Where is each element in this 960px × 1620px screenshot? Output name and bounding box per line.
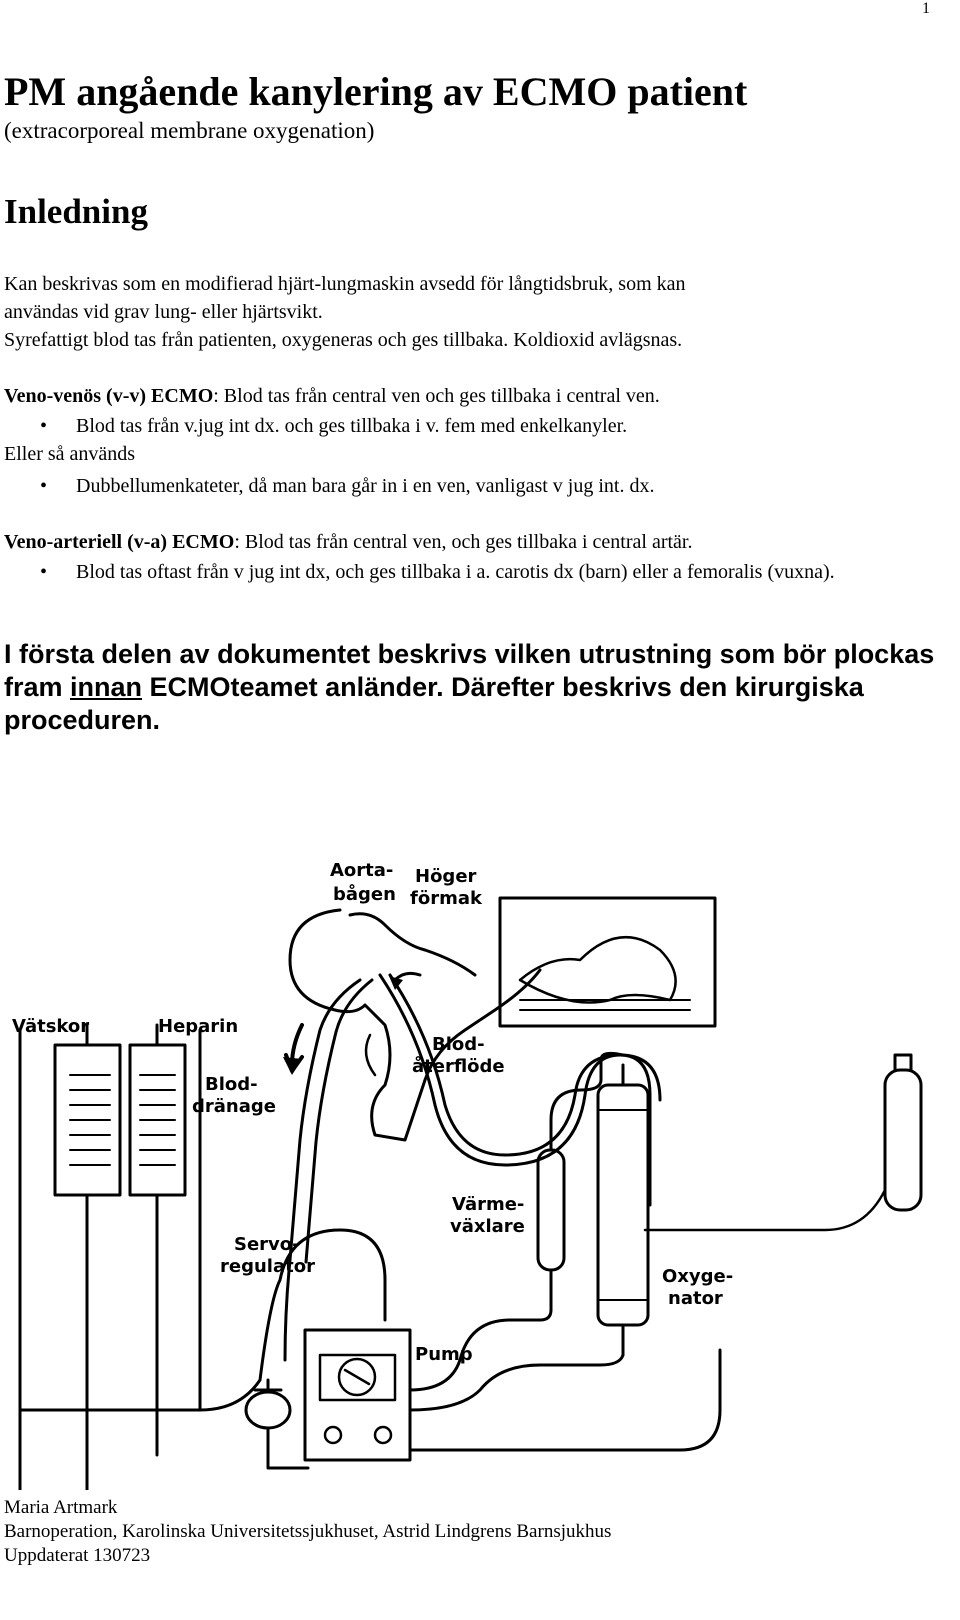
label-heparin: Heparin	[158, 1016, 239, 1037]
va-definition-text: : Blod tas från central ven, och ges tillbaka i central artär.	[234, 531, 693, 553]
inset-frame	[500, 898, 715, 1026]
heat-exchanger	[538, 1150, 564, 1270]
vv-definition	[4, 382, 660, 410]
label-aortabagen-2: bågen	[333, 884, 396, 905]
document-subtitle: (extracorporeal membrane oxygenation)	[4, 118, 375, 143]
label-blodranage-2: dränage	[192, 1096, 276, 1117]
section-heading-inledning: Inledning	[4, 192, 148, 231]
intro-line: användas vid grav lung- eller hjärtsvikt.	[4, 301, 323, 323]
servo-regulator	[246, 1392, 290, 1428]
oxygen-tank	[885, 1070, 921, 1210]
oxygenator	[598, 1085, 648, 1325]
label-blodaterflode-2: återflöde	[412, 1056, 505, 1077]
footer-affiliation: Barnoperation, Karolinska Universitetssjukhuset, Astrid Lindgrens Barnsjukhus	[4, 1521, 612, 1542]
label-blodaterflode-1: Blod-	[432, 1034, 485, 1055]
bullet-icon: •	[40, 561, 48, 583]
label-blodranage-1: Blod-	[205, 1074, 258, 1095]
document-title: PM angående kanylering av ECMO patient	[4, 69, 748, 114]
label-servo-1: Servo-	[234, 1234, 300, 1255]
label-varme-1: Värme-	[452, 1194, 525, 1215]
vv-term: Veno-venös (v-v) ECMO	[4, 385, 214, 407]
label-pump: Pump	[415, 1344, 473, 1365]
label-hoger-2: förmak	[410, 888, 482, 909]
label-aortabagen-1: Aorta-	[330, 860, 394, 881]
va-definition	[4, 528, 692, 556]
vv-definition-text: : Blod tas från central ven och ges tillbaka i central ven.	[213, 385, 660, 407]
page-number: 1	[922, 0, 930, 17]
vv-alt: Eller så används	[4, 443, 136, 465]
intro-line: Kan beskrivas som en modifierad hjärt-lungmaskin avsedd för långtidsbruk, som kan	[4, 273, 686, 295]
intro-line: Syrefattigt blod tas från patienten, oxygeneras och ges tillbaka. Koldioxid avlägsnas.	[4, 329, 683, 351]
footer-author: Maria Artmark	[4, 1497, 118, 1518]
label-oxygenator-2: nator	[668, 1288, 723, 1309]
label-servo-2: regulator	[220, 1256, 315, 1277]
vv-bullet-2: Dubbellumenkateter, då man bara går in i en ven, vanligast v jug int. dx.	[76, 475, 655, 497]
emphasis-underlined: innan	[70, 672, 143, 702]
label-varme-2: växlare	[450, 1216, 525, 1237]
footer-updated: Uppdaterat 130723	[4, 1545, 151, 1566]
va-term: Veno-arteriell (v-a) ECMO	[4, 531, 235, 553]
bullet-icon: •	[40, 415, 48, 437]
ecmo-diagram	[0, 850, 960, 1490]
emphasis-paragraph	[4, 638, 954, 737]
label-oxygenator-1: Oxyge-	[662, 1266, 734, 1287]
emphasis-part-2: ECMOteamet anländer. Därefter beskrivs den kirurgiska proceduren.	[4, 672, 864, 735]
vv-bullet-1: Blod tas från v.jug int dx. och ges tillbaka i v. fem med enkelkanyler.	[76, 415, 628, 437]
label-hoger-1: Höger	[415, 866, 477, 887]
va-bullet-1: Blod tas oftast från v jug int dx, och ges tillbaka i a. carotis dx (barn) eller a femoralis (vuxna).	[76, 561, 835, 583]
label-vatskor: Vätskor	[12, 1016, 90, 1037]
bullet-icon: •	[40, 475, 48, 497]
emphasis-part-1: I första delen av dokumentet beskrivs vilken utrustning som bör plockas fram	[4, 639, 935, 702]
